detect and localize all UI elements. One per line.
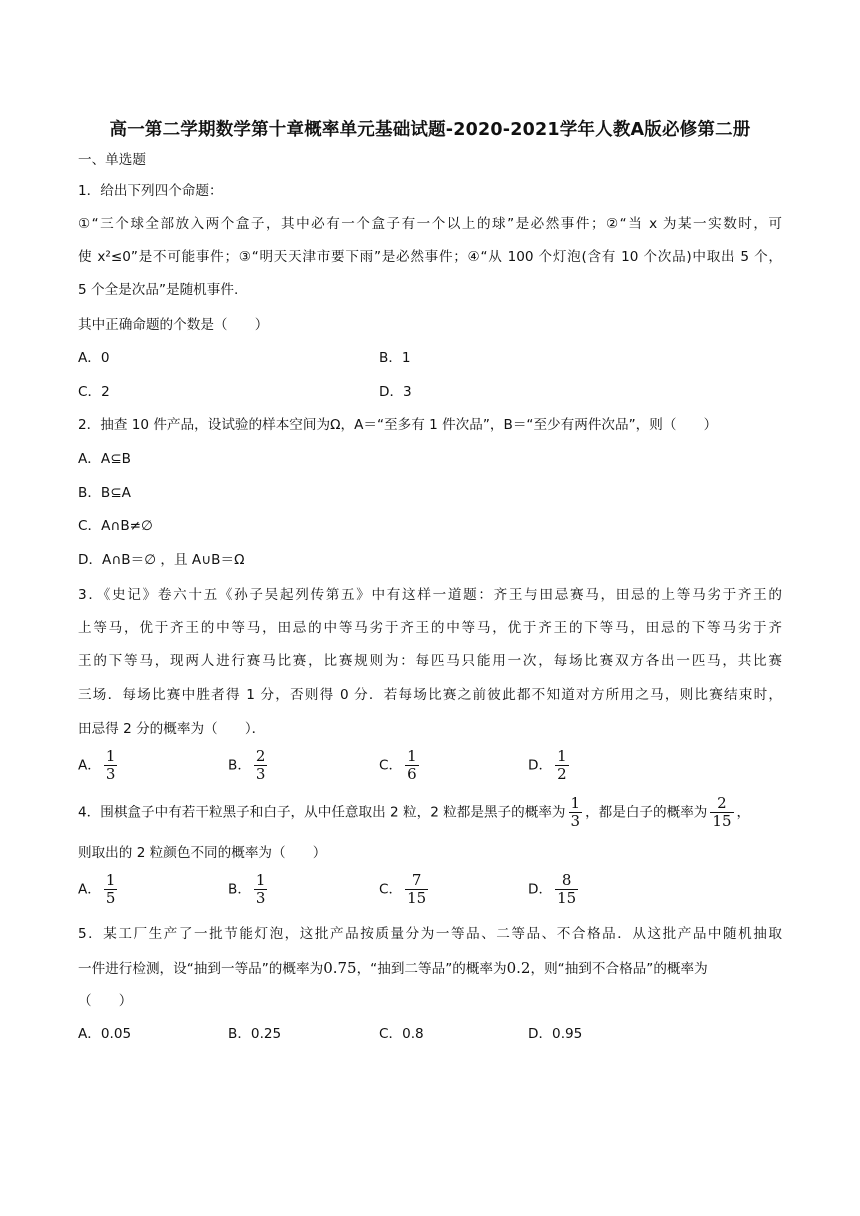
q4-text-c: ， bbox=[736, 804, 751, 821]
numerator: 1 bbox=[255, 871, 266, 889]
option-label: B． bbox=[228, 881, 251, 898]
q3-option-c bbox=[379, 748, 422, 783]
q1-stem: 1．给出下列四个命题： bbox=[78, 183, 223, 199]
denominator: 15 bbox=[407, 889, 427, 907]
q3-option-a bbox=[78, 748, 120, 783]
q5-text-b: ，“抽到二等品”的概率为 bbox=[356, 961, 507, 977]
q2-option-a: A．A⊆B bbox=[78, 451, 131, 467]
fraction bbox=[555, 748, 569, 783]
q1-option-d: D．3 bbox=[379, 384, 412, 400]
q5-option-d: D．0.95 bbox=[528, 1026, 583, 1042]
fraction bbox=[405, 748, 419, 783]
denominator: 5 bbox=[105, 889, 116, 907]
q5-line-3: （ ） bbox=[78, 993, 133, 1009]
q1-question: 其中正确命题的个数是（ ） bbox=[78, 317, 269, 333]
q2-option-d: D．A∩B＝∅ ，且 A∪B＝Ω bbox=[78, 552, 245, 568]
q5-line-1: 5．某工厂生产了一批节能灯泡，这批产品按质量分为一等品、二等品、不合格品．从这批产品中随机抽取 bbox=[78, 926, 782, 942]
option-label: A． bbox=[78, 881, 101, 898]
fraction bbox=[104, 748, 118, 783]
q2-option-c: C．A∩B≠∅ bbox=[78, 518, 153, 534]
q5-text-c: ，则“抽到不合格品”的概率为 bbox=[530, 961, 708, 977]
denominator: 3 bbox=[255, 765, 266, 783]
q3-line-2: 上等马，优于齐王的中等马，田忌的中等马劣于齐王的中等马，优于齐王的下等马，田忌的下等马劣于齐 bbox=[78, 620, 782, 636]
option-label: D． bbox=[528, 881, 553, 898]
fraction bbox=[555, 872, 578, 907]
denominator: 6 bbox=[407, 765, 417, 783]
q4-line-2: 则取出的 2 粒颜色不同的概率为（ ） bbox=[78, 845, 327, 861]
q2-stem: 2．抽查 10 件产品，设试验的样本空间为Ω，A＝“至多有 1 件次品”，B＝“至少有两件次品”，则（ ） bbox=[78, 417, 718, 433]
numerator: 8 bbox=[555, 872, 578, 890]
q4-option-d bbox=[528, 872, 581, 907]
q3-line-5: 田忌得 2 分的概率为（ ）． bbox=[78, 721, 266, 737]
q1-line-2: 使 x²≤0”是不可能事件；③“明天天津市要下雨”是必然事件；④“从 100 个灯泡(含有 10 个次品)中取出 5 个， bbox=[78, 249, 782, 265]
denominator: 3 bbox=[255, 889, 266, 907]
denominator: 15 bbox=[712, 812, 732, 830]
option-label: C． bbox=[379, 757, 403, 774]
fraction bbox=[104, 872, 118, 907]
probability-value: 0.75 bbox=[323, 959, 357, 977]
fraction bbox=[405, 872, 428, 907]
numerator: 7 bbox=[405, 872, 428, 890]
q1-option-c: C．2 bbox=[78, 384, 110, 400]
fraction bbox=[254, 872, 268, 907]
q3-option-d bbox=[528, 748, 572, 783]
q3-line-3: 王的下等马，现两人进行赛马比赛，比赛规则为：每匹马只能用一次，每场比赛双方各出一匹马，共比赛 bbox=[78, 653, 782, 669]
q1-line-1: ①“三个球全部放入两个盒子，其中必有一个盒子有一个以上的球”是必然事件；②“当 x 为某一实数时，可 bbox=[78, 216, 782, 232]
q3-option-b bbox=[228, 748, 270, 783]
option-label: B． bbox=[228, 757, 251, 774]
denominator: 3 bbox=[570, 812, 581, 830]
probability-value: 0.2 bbox=[506, 959, 531, 977]
q5-line-2 bbox=[78, 958, 708, 979]
denominator: 15 bbox=[557, 889, 577, 907]
fraction bbox=[569, 795, 583, 830]
q4-option-b bbox=[228, 872, 270, 907]
q5-option-c: C．0.8 bbox=[379, 1026, 424, 1042]
q4-line-1 bbox=[78, 795, 750, 830]
q3-line-4: 三场．每场比赛中胜者得 1 分，否则得 0 分．若每场比赛之前彼此都不知道对方所用之马，则比赛结束时， bbox=[78, 687, 782, 703]
fraction bbox=[710, 795, 733, 830]
q5-text-a: 一件进行检测，设“抽到一等品”的概率为 bbox=[78, 961, 324, 977]
page-title: 高一第二学期数学第十章概率单元基础试题-2020-2021学年人教A版必修第二册 bbox=[109, 120, 751, 140]
numerator: 1 bbox=[105, 747, 116, 765]
numerator: 1 bbox=[105, 871, 116, 889]
q3-line-1: 3．《史记》卷六十五《孙子吴起列传第五》中有这样一道题：齐王与田忌赛马，田忌的上等马劣于齐王的 bbox=[78, 587, 782, 603]
numerator: 1 bbox=[570, 794, 581, 812]
q1-line-3: 5 个全是次品”是随机事件. bbox=[78, 282, 239, 298]
option-label: D． bbox=[528, 757, 553, 774]
q4-option-a bbox=[78, 872, 120, 907]
numerator: 1 bbox=[557, 747, 567, 765]
section-heading: 一、单选题 bbox=[78, 152, 146, 168]
fraction bbox=[254, 748, 268, 783]
q1-option-a: A．0 bbox=[78, 350, 110, 366]
q4-text-a: 4．围棋盒子中有若干粒黑子和白子，从中任意取出 2 粒，2 粒都是黑子的概率为 bbox=[78, 804, 566, 821]
q5-option-b: B．0.25 bbox=[228, 1026, 282, 1042]
denominator: 3 bbox=[105, 765, 116, 783]
option-label: C． bbox=[379, 881, 403, 898]
q2-option-b: B．B⊆A bbox=[78, 485, 131, 501]
numerator: 2 bbox=[710, 795, 733, 813]
option-label: A． bbox=[78, 757, 101, 774]
q1-option-b: B．1 bbox=[379, 350, 411, 366]
numerator: 2 bbox=[255, 747, 266, 765]
denominator: 2 bbox=[557, 765, 567, 783]
q4-option-c bbox=[379, 872, 431, 907]
q5-option-a: A．0.05 bbox=[78, 1026, 132, 1042]
q4-text-b: ，都是白子的概率为 bbox=[585, 804, 708, 821]
numerator: 1 bbox=[407, 747, 417, 765]
